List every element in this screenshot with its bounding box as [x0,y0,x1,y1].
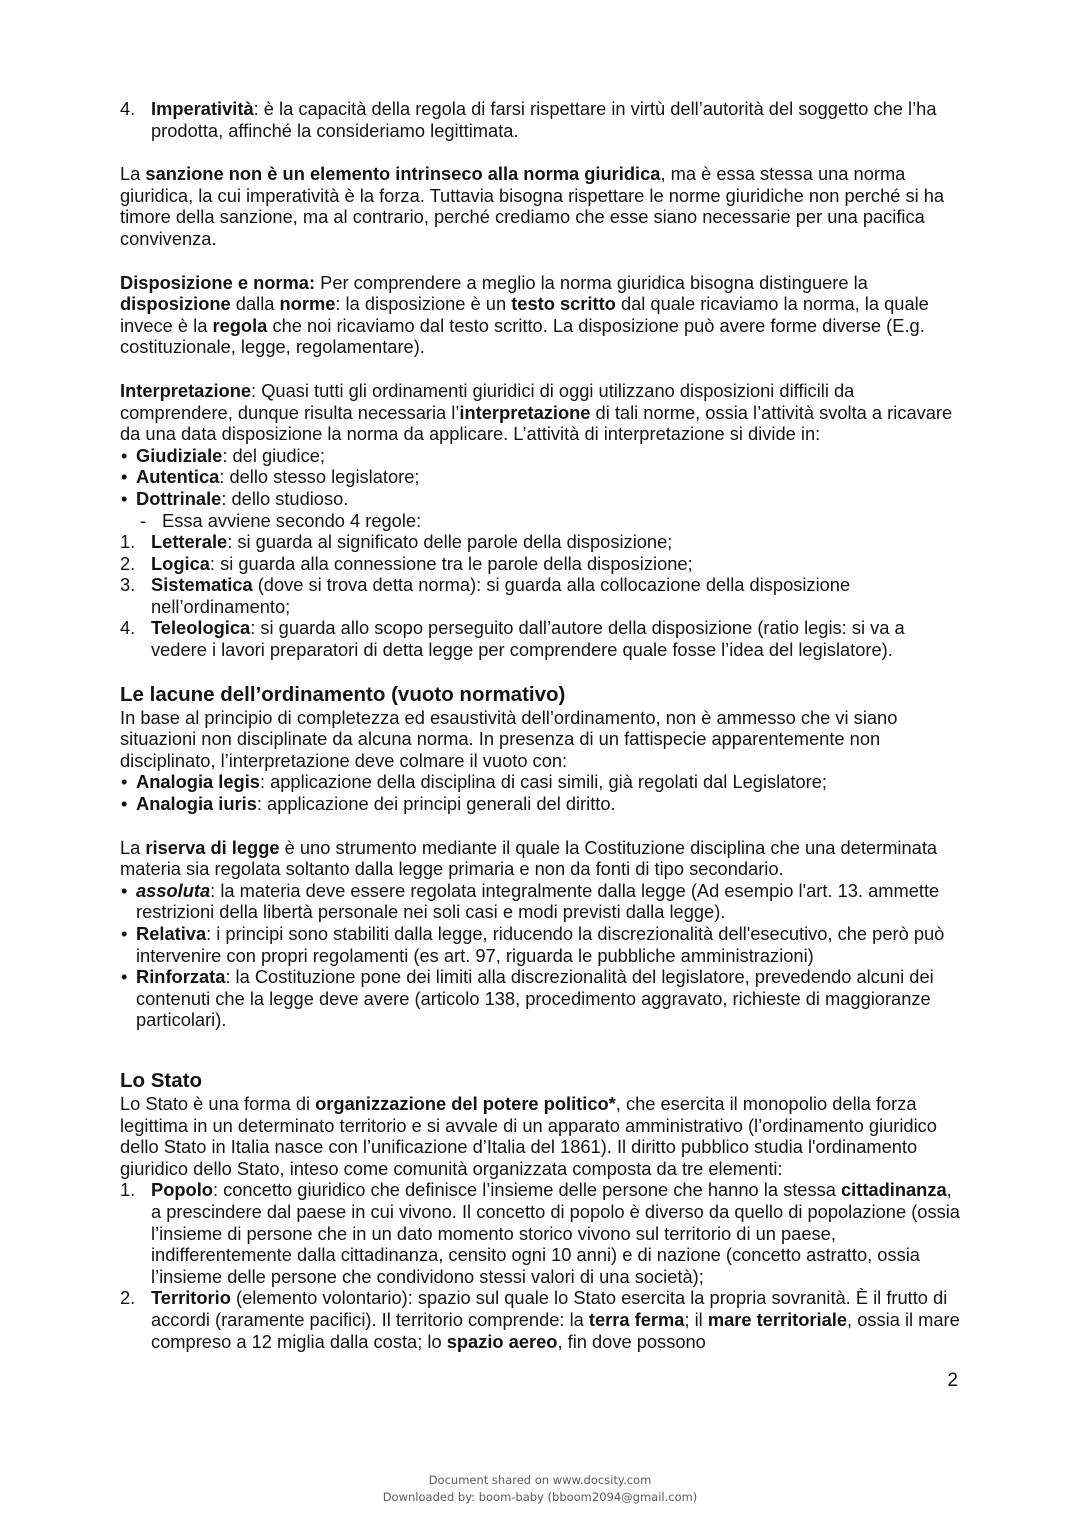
interpretazione-rules-list [120,531,960,661]
stato-elements-list [120,1179,960,1352]
lacune-heading: Le lacune dell’ordinamento (vuoto normativo) [120,682,566,706]
lacune-paragraph: In base al principio di completezza ed esaustività dell’ordinamento, non è ammesso che vi siano situazioni non disciplinate da alcuna norma. In presenza di un fattispecie apparentemente non disciplinato, l’interpretazione deve colmare il vuoto con: [120,706,898,771]
list-item: • Relativa: i principi sono stabiliti dalla legge, riducendo la discrezionalità dell'esecutivo, che però può intervenire con propri regolamenti (es art. 97, riguarda le pubbliche amministrazioni) [121,923,945,966]
bullet-icon: • [121,466,128,488]
list-item-popolo: 1. Popolo: concetto giuridico che definisce l’insieme delle persone che hanno la stessa cittadinanza, a prescindere dal paese in cui vivono. Il concetto di popolo è diverso da quello di popolazione (ossia l’insieme di persone che in un dato momento storico vivono sul territorio di un paese, indifferentemente dalla cittadinanza, censito ogni 10 anni) e di nazione (concetto astratto, ossia l’insieme delle persone che condividono stessi valori di una società); [120,1179,960,1287]
bullet-icon: • [121,879,128,901]
list-item: • Analogia iuris: applicazione dei principi generali del diritto. [121,793,616,815]
list-item: 2. Logica: si guarda alla connessione tra le parole della disposizione; [120,552,693,574]
list-item: 4. Teleologica: si guarda allo scopo perseguito dall’autore della disposizione (ratio legis: si va a vedere i lavori preparatori di detta legge per comprendere quale fosse l’idea del legislatore). [120,617,905,661]
bullet-icon: • [121,444,128,466]
list-item: • Dottrinale: dello studioso. [121,487,349,509]
bullet-icon: • [121,487,128,509]
bullet-icon: • [121,793,128,815]
sanzione-paragraph: La sanzione non è un elemento intrinseco alla norma giuridica, ma è essa stessa una norma giuridica, la cui imperatività è la forza. Tuttavia bisogna rispettare le norme giuridiche non perché si ha timore della sanzione, ma al contrario, perché crediamo che esse siano necessarie per una pacifica convivenza. [120,163,945,249]
footer-downloaded: Downloaded by: boom-baby (bboom2094@gmail.com) [382,1490,698,1504]
disposizione-paragraph: Disposizione e norma: Per comprendere a meglio la norma giuridica bisogna distinguere la disposizione dalla norme: la disposizione è un testo scritto dal quale ricaviamo la norma, la quale invece è la regola che noi ricaviamo dal testo scritto. La disposizione può avere forme diverse (E.g. costituzionale, legge, regolamentare). [120,271,929,358]
list-item: • Analogia legis: applicazione della disciplina di casi simili, già regolati dal Legislatore; [121,771,827,793]
bullet-icon: • [121,771,128,793]
list-item-territorio: 2. Territorio (elemento volontario): spazio sul quale lo Stato esercita la propria sovranità. È il frutto di accordi (raramente pacifici). Il territorio comprende: la terra ferma; il mare territoriale, ossia il mare compreso a 12 miglia dalla costa; lo spazio aereo, fin dove possono [120,1287,960,1352]
list-number: 4. [120,98,136,119]
stato-heading: Lo Stato [120,1068,202,1092]
list-item: • Autentica: dello stesso legislatore; [121,466,420,488]
stato-paragraph: Lo Stato è una forma di organizzazione del potere politico*, che esercita il monopolio della forza legittima in un determinato territorio e si avvale di un apparato amministrativo (l’ordinamento giuridico dello Stato in Italia nasce con l’unificazione d’Italia del 1861). Il diritto pubblico studia l'ordinamento giuridico dello Stato, inteso come comunità organizzata composta da tre elementi: [120,1092,937,1179]
list-item: • Giudiziale: del giudice; [121,444,326,466]
lacune-list [120,771,960,814]
riserva-list [120,880,960,1031]
document-page [120,98,960,1352]
bullet-icon: • [121,923,128,944]
interpretazione-paragraph: Interpretazione: Quasi tutti gli ordinamenti giuridici di oggi utilizzano disposizioni difficili da comprendere, dunque risulta necessaria l’interpretazione di tali norme, ossia l’attività svolta a ricavare da una data disposizione la norma da applicare. L’attività di interpretazione si divide in: [120,379,953,445]
bullet-icon: • [121,966,128,988]
list-item: • assoluta: la materia deve essere regolata integralmente dalla legge (Ad esempio l'art. 13. ammette restrizioni della libertà personale nei soli casi e modi previsti dalla legge). [121,879,940,923]
term: Imperatività [151,98,254,119]
list-item: 3. Sistematica (dove si trova detta norma): si guarda alla collocazione della disposizione nell’ordinamento; [120,574,851,617]
interpretazione-types-list [120,445,960,510]
page-number: 2 [947,1370,958,1391]
definition: : è la capacità della regola di farsi rispettare in virtù dell’autorità del soggetto che l’ha prodotta, affinché la consideriamo legittimata. [151,98,937,141]
list-item: • Rinforzata: la Costituzione pone dei limiti alla discrezionalità del legislatore, prevedendo alcuni dei contenuti che la legge deve avere (articolo 138, procedimento aggravato, richieste di maggioranze particolari). [121,966,934,1031]
riserva-paragraph: La riserva di legge è uno strumento mediante il quale la Costituzione disciplina che una determinata materia sia regolata soltanto dalla legge primaria e non da fonti di tipo secondario. [120,836,938,880]
dash-item: - Essa avviene secondo 4 regole: [140,509,422,531]
dash-icon: - [140,509,147,531]
footer-shared: Document shared on www.docsity.com [428,1473,652,1487]
imperativita-item [120,98,960,141]
list-item: 1. Letterale: si guarda al significato delle parole della disposizione; [120,531,673,553]
